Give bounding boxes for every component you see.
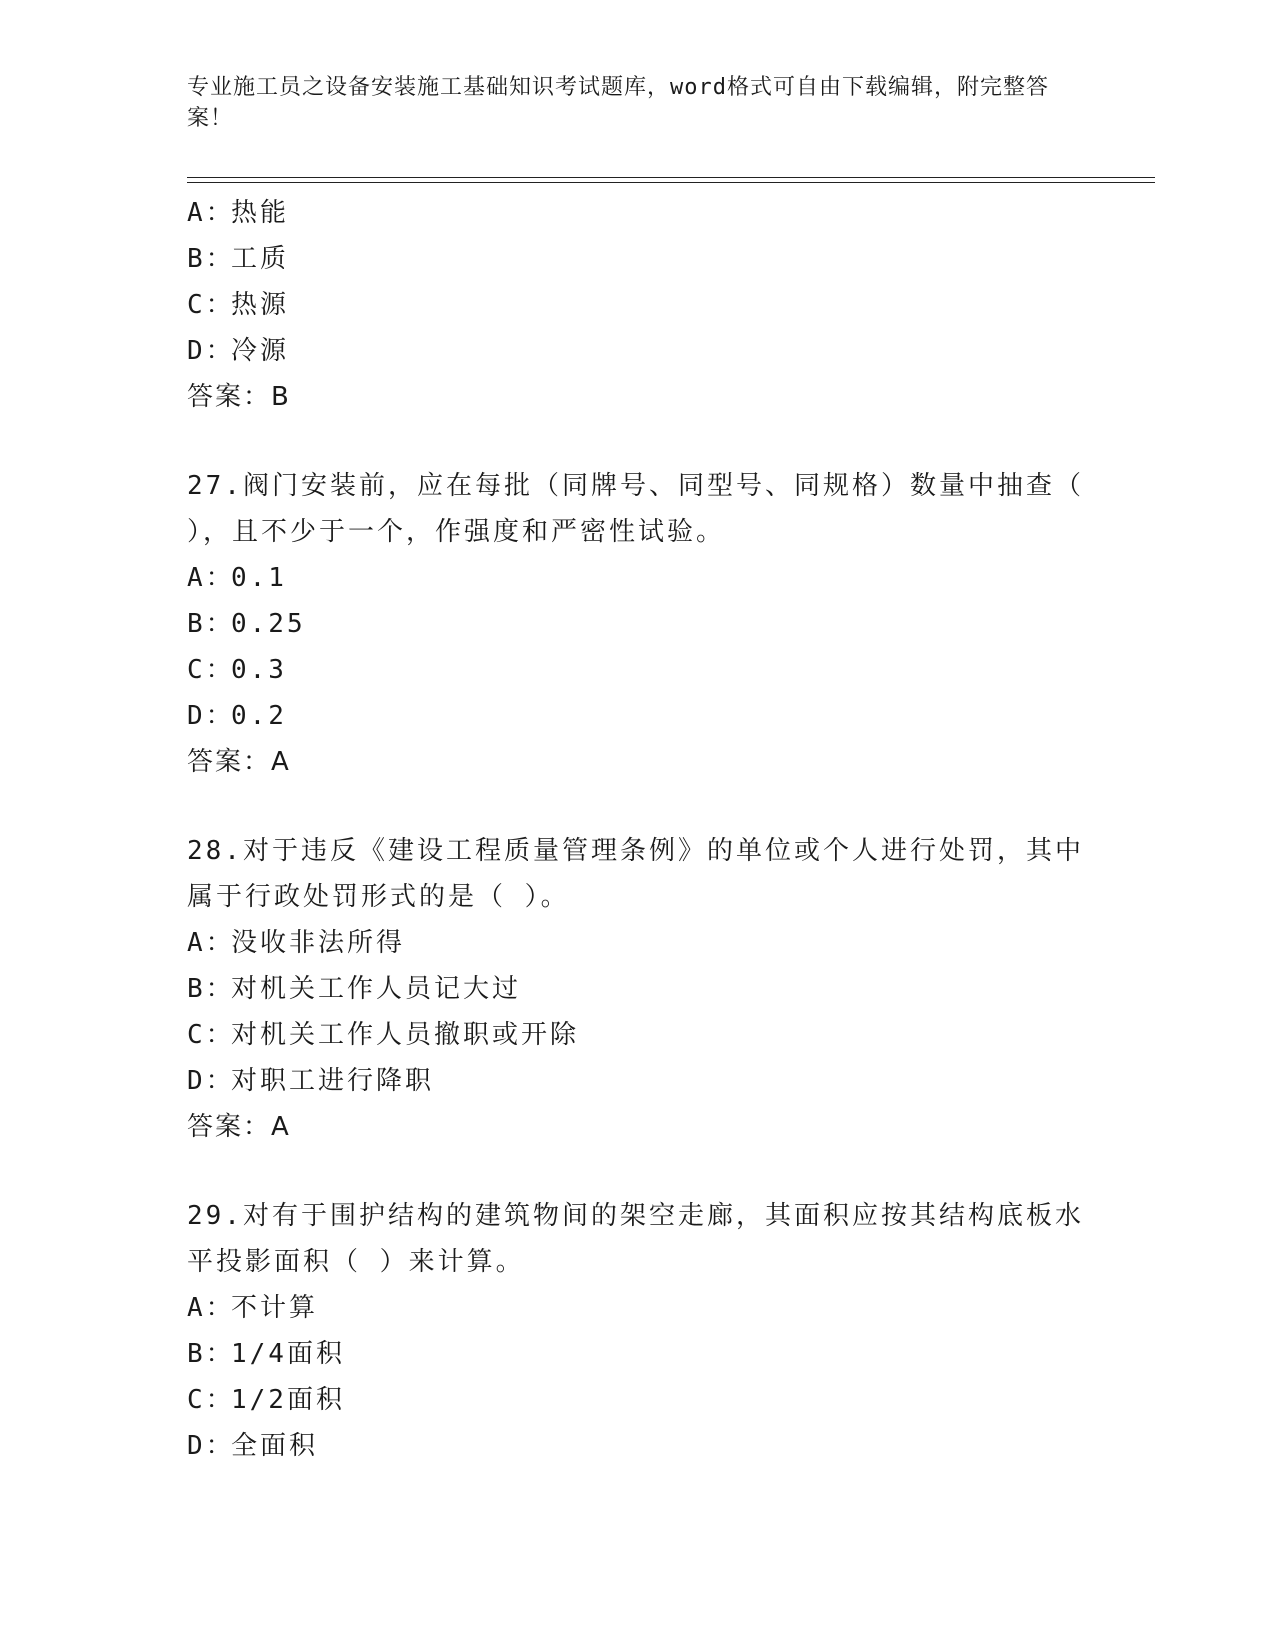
option-c: C：热源: [187, 290, 290, 320]
option-b: B：0.25: [187, 609, 306, 639]
option-b: B：对机关工作人员记大过: [187, 974, 522, 1004]
header-divider: [187, 177, 1155, 183]
option-a: A：热能: [187, 198, 290, 228]
document-header: 专业施工员之设备安装施工基础知识考试题库，word格式可自由下载编辑，附完整答案！: [187, 75, 1049, 131]
option-a: A：不计算: [187, 1293, 319, 1323]
option-a: A：0.1: [187, 563, 287, 593]
option-d: D：0.2: [187, 701, 287, 731]
option-b: B：工质: [187, 244, 290, 274]
option-d: D：全面积: [187, 1431, 319, 1461]
answer-line: 答案：B: [187, 382, 291, 412]
option-d: D：对职工进行降职: [187, 1066, 435, 1096]
question-26-continuation: [187, 190, 1087, 420]
option-c: C：1/2面积: [187, 1385, 345, 1415]
option-a: A：没收非法所得: [187, 928, 406, 958]
option-c: C：0.3: [187, 655, 287, 685]
question-list: [187, 190, 1087, 1469]
question-text: 27.阀门安装前，应在每批（同牌号、同型号、同规格）数量中抽查（ ），且不少于一个，作强度和严密性试验。: [187, 471, 1084, 547]
question-text: 28.对于违反《建设工程质量管理条例》的单位或个人进行处罚，其中属于行政处罚形式的是（ ）。: [187, 836, 1084, 912]
option-d: D：冷源: [187, 336, 290, 366]
answer-line: 答案：A: [187, 1112, 291, 1142]
answer-line: 答案：A: [187, 747, 291, 777]
option-b: B：1/4面积: [187, 1339, 345, 1369]
question-27: [187, 463, 1087, 785]
option-c: C：对机关工作人员撤职或开除: [187, 1020, 580, 1050]
question-text: 29.对有于围护结构的建筑物间的架空走廊，其面积应按其结构底板水平投影面积（ ）来计算。: [187, 1201, 1084, 1277]
question-28: [187, 828, 1087, 1150]
question-29: [187, 1193, 1087, 1469]
